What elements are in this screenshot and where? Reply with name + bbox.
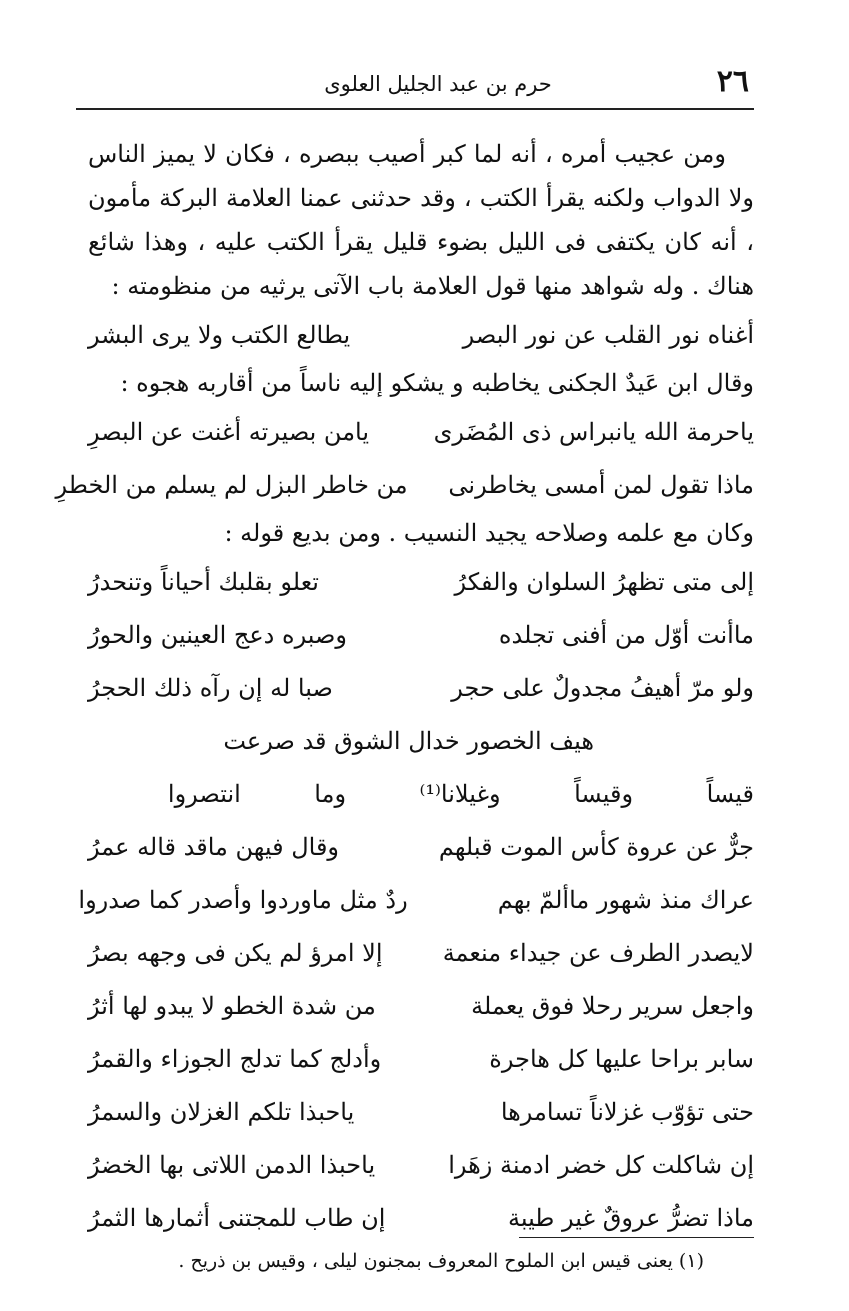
verse-line: [88, 926, 754, 979]
verse-line: [88, 820, 754, 873]
verse-first-hemistich: سابر براحا عليها كل هاجرة: [489, 1044, 754, 1073]
verse-second-hemistich: وصبره دعج العينين والحورُ: [88, 620, 348, 649]
header-rule: [76, 108, 754, 110]
verse-second-hemistich: يطالع الكتب ولا يرى البشر: [88, 320, 351, 349]
verse-second-hemistich: إلا امرؤ لم يكن فى وجهه بصرُ: [88, 938, 383, 967]
footnote-rule: [519, 1237, 754, 1238]
verse-first-hemistich: أغناه نور القلب عن نور البصر: [462, 320, 754, 349]
verse-first-hemistich: واجعل سرير رحلا فوق يعملة: [471, 991, 754, 1020]
footnote: (١) يعنى قيس ابن الملوح المعروف بمجنون ليلى ، وقيس بن ذريح .: [178, 1250, 704, 1272]
verse-first-hemistich: لايصدر الطرف عن جيداء منعمة: [442, 938, 754, 967]
verse-first-hemistich: ولو مرّ أهيفُ مجدولٌ على حجر: [451, 673, 754, 702]
verse-first-hemistich: ماذا تقول لمن أمسى يخاطرنى: [448, 470, 754, 499]
verse-second-hemistich: من شدة الخطو لا يبدو لها أثرُ: [88, 991, 376, 1020]
verse-hemistich: هيف الخصور خدال الشوق قد صرعت: [223, 726, 594, 755]
page-header: [78, 62, 749, 102]
verse-line: [88, 979, 754, 1032]
verse-line: [88, 1032, 754, 1085]
verse-second-hemistich: يامن بصيرته أغنت عن البصرِ: [88, 417, 370, 446]
verse-first-hemistich: ماذا تضرُّ عروقٌ غير طيبة: [507, 1203, 754, 1232]
verse-line: [88, 308, 754, 361]
verse-second-hemistich: ياحبذا الدمن اللاتى بها الخضرُ: [88, 1150, 376, 1179]
verse-line: [78, 873, 754, 926]
verse-second-hemistich: تعلو بقلبك أحياناً وتنحدرُ: [88, 567, 319, 596]
verse-second-hemistich: من خاطر البزل لم يسلم من الخطرِ: [55, 470, 408, 499]
verse-intro: وكان مع علمه وصلاحه يجيد النسيب . ومن بديع قوله :: [224, 519, 754, 547]
page-body: [55, 132, 755, 1244]
verse-line-single: [88, 714, 754, 767]
verse-line: [88, 405, 754, 458]
verse-second-hemistich: ياحبذا تلكم الغزلان والسمرُ: [88, 1097, 355, 1126]
paragraph: ومن عجيب أمره ، أنه لما كبر أصيب ببصره ، فكان لا يميز الناس ولا الدواب ولكنه يقرأ الكتب ، وقد حدثنى عمنا العلامة البركة مأمون ، أنه كان يكتفى فى الليل بضوء قليل يقرأ الكتب عليه ، وهذا شائع هناك . وله شواهد منها قول العلامة باب الآتى يرثيه من منظومته :: [88, 140, 754, 300]
verse-second-hemistich: وقال فيهن ماقد قاله عمرُ: [88, 832, 340, 861]
verse-first-hemistich: حتى تؤوّب غزلاناً تسامرها: [500, 1097, 754, 1126]
verse-second-hemistich: صبا له إن رآه ذلك الحجرُ: [88, 673, 333, 702]
verse-first-hemistich: إن شاكلت كل خضر ادمنة زهَرا: [448, 1150, 754, 1179]
verse-first-hemistich: ماأنت أوّل من أفنى تجلده: [498, 620, 754, 649]
verse-line-wide: [88, 767, 754, 820]
page-number: ٢٦: [716, 64, 749, 99]
verse-line: [88, 1085, 754, 1138]
verse-intro: وقال ابن عَيدٌ الجكنى يخاطبه و يشكو إليه ناساً من أقاربه هجوه :: [120, 369, 754, 397]
verse-hemistich: قيساً وقيساً وغيلانا⁽¹⁾ وما انتصروا: [167, 779, 755, 808]
running-title: حرم بن عبد الجليل العلوى: [324, 72, 552, 96]
verse-line: [88, 661, 754, 714]
verse-first-hemistich: جرٌّ عن عروة كأس الموت قبلهم: [438, 832, 754, 861]
verse-second-hemistich: ردٌ مثل ماوردوا وأصدر كما صدروا: [78, 885, 408, 914]
verse-second-hemistich: إن طاب للمجتنى أثمارها الثمرُ: [88, 1203, 386, 1232]
verse-line: [88, 555, 754, 608]
verse-first-hemistich: عراك منذ شهور ماألمّ بهم: [497, 885, 754, 914]
verse-first-hemistich: ياحرمة الله يانبراس ذى المُضَرى: [433, 417, 754, 446]
verse-second-hemistich: وأدلج كما تدلج الجوزاء والقمرُ: [88, 1044, 382, 1073]
verse-line: [88, 1138, 754, 1191]
verse-line: [88, 608, 754, 661]
verse-line: [55, 458, 754, 511]
verse-first-hemistich: إلى متى تظهرُ السلوان والفكرُ: [454, 567, 754, 596]
